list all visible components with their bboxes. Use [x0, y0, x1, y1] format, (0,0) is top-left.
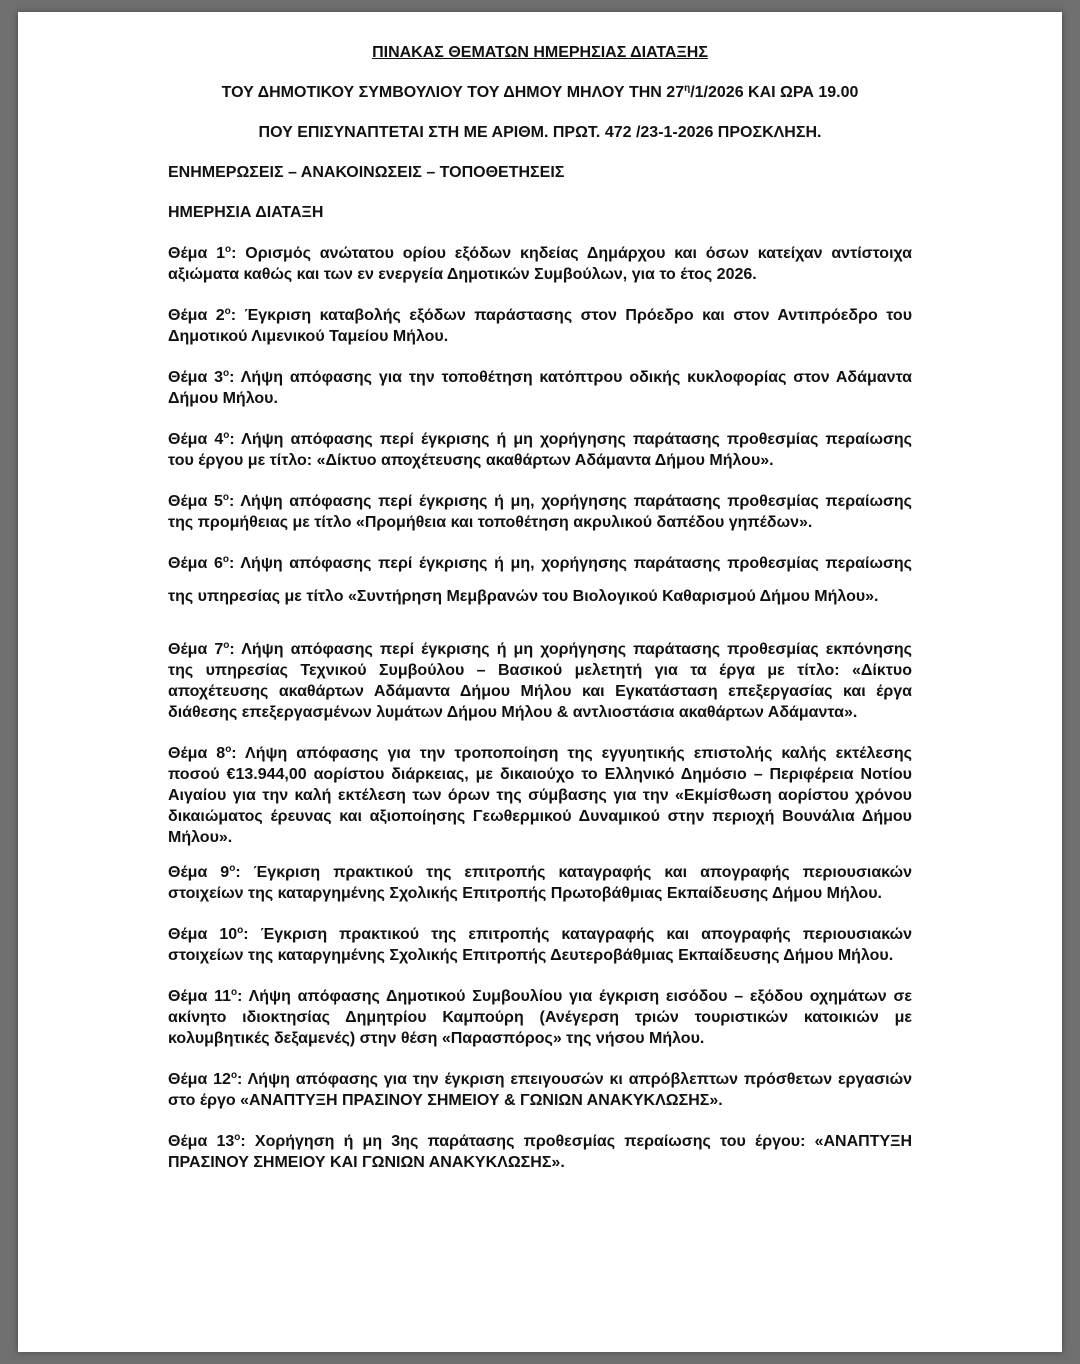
agenda-item-5: Θέμα $5^o$: Λήψη απόφασης περί έγκρισης ή μη, χορήγησης παράτασης προθεσμίας περαίωσης της προμήθειας με τίτλο «Προμήθεια και τοποθέτηση ακρυλικού δαπέδου γηπέδων».	[168, 492, 912, 531]
agenda-item-8: Θέμα $8^o$: Λήψη απόφασης για την τροποποίηση της εγγυητικής επιστολής καλής εκτέλεσης ποσού €13.944,00 αορίστου διάρκειας, με δικαιούχο το Ελληνικό Δημόσιο – Περιφέρεια Νοτίου Αιγαίου για την καλή εκτέλεση των όρων της σύμβασης για την «Εκμίσθωση αορίστου χρόνου δικαιώματος έρευνας και αξιοποίησης Γεωθερμικού Δυναμικού στην περιοχή Βουνάλια Δήμου Μήλου».	[168, 744, 913, 846]
meeting-line-sup: η	[684, 83, 691, 94]
document-content	[168, 42, 912, 1193]
agenda-item-10: Θέμα $10^o$: Έγκριση πρακτικού της επιτροπής καταγραφής και απογραφής περιουσιακών στοιχείων της καταργημένης Σχολικής Επιτροπής Δευτεροβάθμιας Εκπαίδευσης Δήμου Μήλου.	[168, 925, 913, 964]
agenda-item-7: Θέμα $7^o$: Λήψη απόφασης περί έγκρισης ή μη χορήγησης παράτασης προθεσμίας εκπόνησης της υπηρεσίας Τεχνικού Συμβούλου – Βασικού μελετητή για τα έργα με τίτλο: «Δίκτυο αποχέτευσης ακαθάρτων Αδάμαντα Δήμου Μήλου και Εγκατάσταση επεξεργασίας και έργα διάθεσης επεξεργασμένων λυμάτων Δήμου Μήλου & αντλιοστάσια ακαθάρτων Αδάμαντα».	[168, 640, 912, 721]
agenda-item-11: Θέμα $11^o$: Λήψη απόφασης Δημοτικού Συμβουλίου για έγκριση εισόδου – εξόδου οχημάτων σε ακίνητο ιδιοκτησίας Δημητρίου Καμπούρη (Ανέγερση τριών τουριστικών κατοικιών με κολυμβητικές δεξαμενές) στην θέση «Παρασπόρος» της νήσου Μήλου.	[168, 987, 912, 1047]
agenda-item-1: Θέμα $1^o$: Ορισμός ανώτατου ορίου εξόδων κηδείας Δημάρχου και όσων κατείχαν αντίστοιχα αξιώματα καθώς και των εν ενεργεία Δημοτικών Συμβούλων, για το έτος 2026.	[168, 244, 912, 283]
agenda-item-2: Θέμα $2^o$: Έγκριση καταβολής εξόδων παράστασης στον Πρόεδρο και στον Αντιπρόεδρο του Δημοτικού Λιμενικού Ταμείου Μήλου.	[168, 306, 913, 345]
invitation-reference: ΠΟΥ ΕΠΙΣΥΝΑΠΤΕΤΑΙ ΣΤΗ ΜΕ ΑΡΙΘΜ. ΠΡΩΤ. 472 /23-1-2026 ΠΡΟΣΚΛΗΣΗ.	[258, 124, 822, 141]
document-title: ΠΙΝΑΚΑΣ ΘΕΜΑΤΩΝ ΗΜΕΡΗΣΙΑΣ ΔΙΑΤΑΞΗΣ	[372, 44, 708, 61]
meeting-line-pre: ΤΟΥ ΔΗΜΟΤΙΚΟΥ ΣΥΜΒΟΥΛΙΟΥ ΤΟΥ ΔΗΜΟΥ ΜΗΛΟΥ ΤΗΝ 27	[221, 84, 685, 101]
section-agenda: ΗΜΕΡΗΣΙΑ ΔΙΑΤΑΞΗ	[168, 204, 324, 221]
agenda-item-3: Θέμα $3^o$: Λήψη απόφασης για την τοποθέτηση κατόπτρου οδικής κυκλοφορίας στον Αδάμαντα Δήμου Μήλου.	[168, 368, 912, 407]
meeting-line-post: /1/2026 ΚΑΙ ΩΡΑ 19.00	[690, 84, 859, 101]
agenda-item-9: Θέμα $9^o$: Έγκριση πρακτικού της επιτροπής καταγραφής και απογραφής περιουσιακών στοιχείων της καταργημένης Σχολικής Επιτροπής Πρωτοβάθμιας Εκπαίδευσης Δήμου Μήλου.	[168, 863, 912, 902]
agenda-item-6: Θέμα $6^o$: Λήψη απόφασης περί έγκρισης ή μη, χορήγησης παράτασης προθεσμίας περαίωσης της υπηρεσίας με τίτλο «Συντήρηση Μεμβρανών του Βιολογικού Καθαρισμού Δήμου Μήλου».	[168, 554, 912, 605]
agenda-item-13: Θέμα $13^o$: Χορήγηση ή μη 3ης παράτασης προθεσμίας περαίωσης του έργου: «ΑΝΑΠΤΥΞΗ ΠΡΑΣΙΝΟΥ ΣΗΜΕΙΟΥ ΚΑΙ ΓΩΝΙΩΝ ΑΝΑΚΥΚΛΩΣΗΣ».	[168, 1132, 913, 1171]
agenda-item-4: Θέμα $4^o$: Λήψη απόφασης περί έγκρισης ή μη χορήγησης παράτασης προθεσμίας περαίωσης του έργου με τίτλο: «Δίκτυο αποχέτευσης ακαθάρτων Αδάμαντα Δήμου Μήλου».	[168, 430, 912, 469]
document-page	[18, 12, 1062, 1352]
meeting-line	[168, 82, 912, 103]
section-announcements: ΕΝΗΜΕΡΩΣΕΙΣ – ΑΝΑΚΟΙΝΩΣΕΙΣ – ΤΟΠΟΘΕΤΗΣΕΙΣ	[168, 164, 565, 181]
agenda-item-12: Θέμα $12^o$: Λήψη απόφασης για την έγκριση επειγουσών κι απρόβλεπτων πρόσθετων εργασιών στο έργο «ΑΝΑΠΤΥΞΗ ΠΡΑΣΙΝΟΥ ΣΗΜΕΙΟΥ & ΓΩΝΙΩΝ ΑΝΑΚΥΚΛΩΣΗΣ».	[168, 1070, 913, 1109]
